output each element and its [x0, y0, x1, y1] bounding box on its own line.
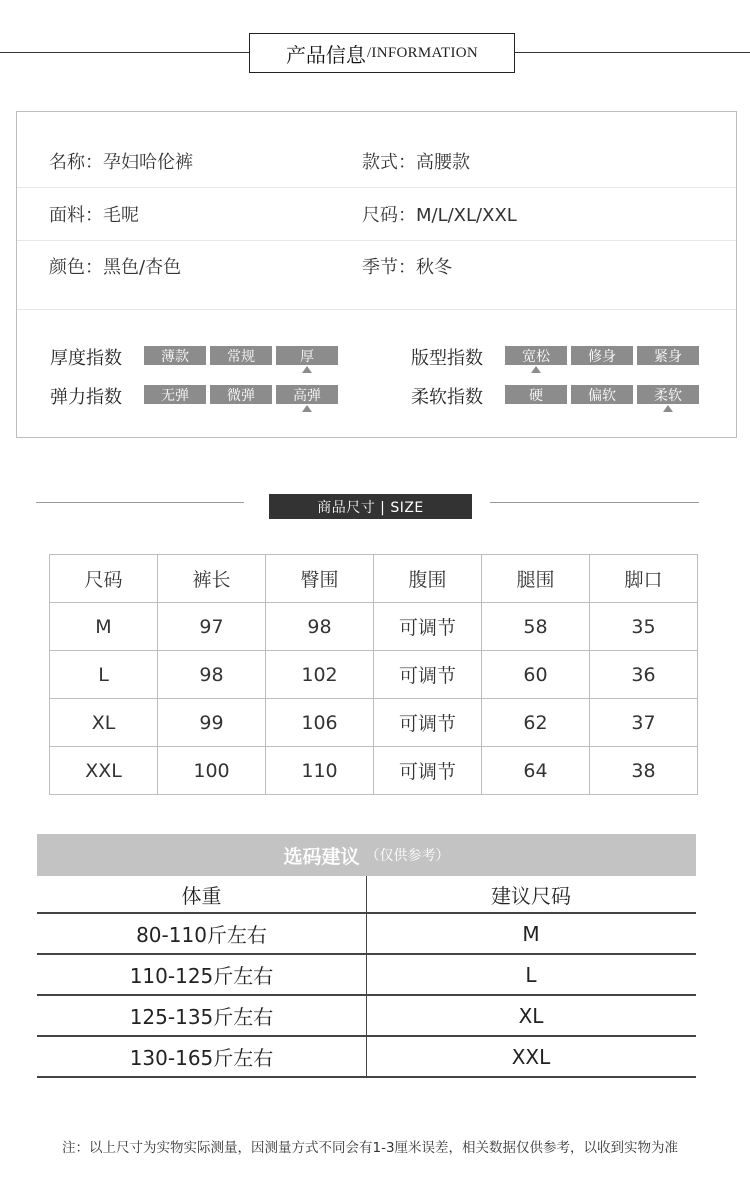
- table-header: 臀围: [266, 555, 374, 603]
- selected-marker-icon: [663, 405, 673, 412]
- table-row: [37, 996, 696, 1037]
- table-cell: L: [50, 651, 158, 699]
- recommend-header-row: [37, 876, 696, 914]
- index-option: 硬: [505, 385, 567, 404]
- info-card: [16, 111, 737, 438]
- table-cell: 99: [158, 699, 266, 747]
- index-label: 弹力指数: [50, 387, 122, 408]
- table-cell: 可调节: [374, 603, 482, 651]
- table-cell: 38: [590, 747, 698, 795]
- size-cell: XL: [366, 996, 695, 1035]
- index-label: 版型指数: [411, 348, 483, 369]
- index-option: 柔软: [637, 385, 699, 404]
- table-cell: 100: [158, 747, 266, 795]
- info-color: 颜色：黑色/杏色: [49, 257, 182, 278]
- index-option: 薄款: [144, 346, 206, 365]
- info-row: [17, 240, 736, 310]
- table-cell: M: [50, 603, 158, 651]
- table-cell: 35: [590, 603, 698, 651]
- index-elasticity: [50, 385, 350, 409]
- table-row: [50, 603, 698, 651]
- weight-cell: 110-125斤左右: [129, 964, 274, 988]
- table-header: 腿围: [482, 555, 590, 603]
- size-cell: M: [366, 914, 695, 953]
- table-cell: 36: [590, 651, 698, 699]
- index-option: 无弹: [144, 385, 206, 404]
- index-option: 修身: [571, 346, 633, 365]
- table-cell: 102: [266, 651, 374, 699]
- selected-marker-icon: [531, 366, 541, 373]
- size-section-title: 商品尺寸 | SIZE: [269, 494, 472, 519]
- size-divider-right: [490, 502, 699, 503]
- index-option: 常规: [210, 346, 272, 365]
- table-cell: 110: [266, 747, 374, 795]
- table-cell: 62: [482, 699, 590, 747]
- index-option: 高弹: [276, 385, 338, 404]
- info-row: [17, 134, 736, 187]
- size-divider-left: [36, 502, 244, 503]
- table-cell: XXL: [50, 747, 158, 795]
- info-name: 名称：孕妇哈伦裤: [49, 151, 193, 173]
- recommend-table: [37, 876, 696, 1078]
- table-cell: 97: [158, 603, 266, 651]
- table-row: [50, 651, 698, 699]
- table-cell: 可调节: [374, 699, 482, 747]
- recommend-col-header: 体重: [181, 883, 222, 908]
- recommend-header: [37, 834, 696, 876]
- title-cn: 产品信息: [285, 42, 366, 67]
- recommend-subtitle: （仅供参考）: [365, 848, 450, 864]
- index-option: 偏软: [571, 385, 633, 404]
- weight-cell: 80-110斤左右: [136, 923, 267, 947]
- info-fabric: 面料：毛呢: [49, 205, 139, 226]
- table-cell: 64: [482, 747, 590, 795]
- weight-cell: 125-135斤左右: [129, 1005, 274, 1029]
- index-softness: [411, 385, 711, 409]
- info-row: [17, 187, 736, 240]
- index-fit: [411, 346, 711, 370]
- info-size: 尺码：M/L/XL/XXL: [362, 205, 517, 226]
- selected-marker-icon: [302, 366, 312, 373]
- table-header-row: [50, 555, 698, 603]
- header-divider-left: [0, 52, 250, 53]
- table-header: 尺码: [50, 555, 158, 603]
- index-thickness: [50, 346, 350, 370]
- info-season: 季节：秋冬: [362, 257, 452, 278]
- table-cell: 60: [482, 651, 590, 699]
- table-cell: XL: [50, 699, 158, 747]
- table-cell: 可调节: [374, 747, 482, 795]
- index-option: 紧身: [637, 346, 699, 365]
- table-row: [37, 914, 696, 955]
- table-row: [37, 955, 696, 996]
- header-divider-right: [515, 52, 750, 53]
- index-option: 宽松: [505, 346, 567, 365]
- table-cell: 98: [266, 603, 374, 651]
- selected-marker-icon: [302, 405, 312, 412]
- table-cell: 106: [266, 699, 374, 747]
- index-label: 厚度指数: [50, 348, 122, 369]
- title-en: /INFORMATION: [366, 44, 479, 61]
- table-header: 脚口: [590, 555, 698, 603]
- footnote: 注：以上尺寸为实物实际测量，因测量方式不同会有1-3厘米误差，相关数据仅供参考，以收到实物为准: [62, 1140, 679, 1156]
- index-option: 微弹: [210, 385, 272, 404]
- size-cell: XXL: [366, 1037, 695, 1076]
- product-info-title: [249, 33, 515, 73]
- table-cell: 98: [158, 651, 266, 699]
- table-row: [50, 747, 698, 795]
- recommend-col-header: 建议尺码: [366, 876, 695, 912]
- index-option: 厚: [276, 346, 338, 365]
- size-cell: L: [366, 955, 695, 994]
- weight-cell: 130-165斤左右: [129, 1046, 274, 1070]
- table-row: [37, 1037, 696, 1078]
- table-cell: 可调节: [374, 651, 482, 699]
- table-cell: 37: [590, 699, 698, 747]
- recommend-title: 选码建议: [283, 845, 360, 868]
- table-cell: 58: [482, 603, 590, 651]
- table-header: 腹围: [374, 555, 482, 603]
- info-style: 款式：高腰款: [362, 151, 470, 173]
- index-label: 柔软指数: [411, 387, 483, 408]
- table-row: [50, 699, 698, 747]
- size-table: [49, 554, 698, 795]
- table-header: 裤长: [158, 555, 266, 603]
